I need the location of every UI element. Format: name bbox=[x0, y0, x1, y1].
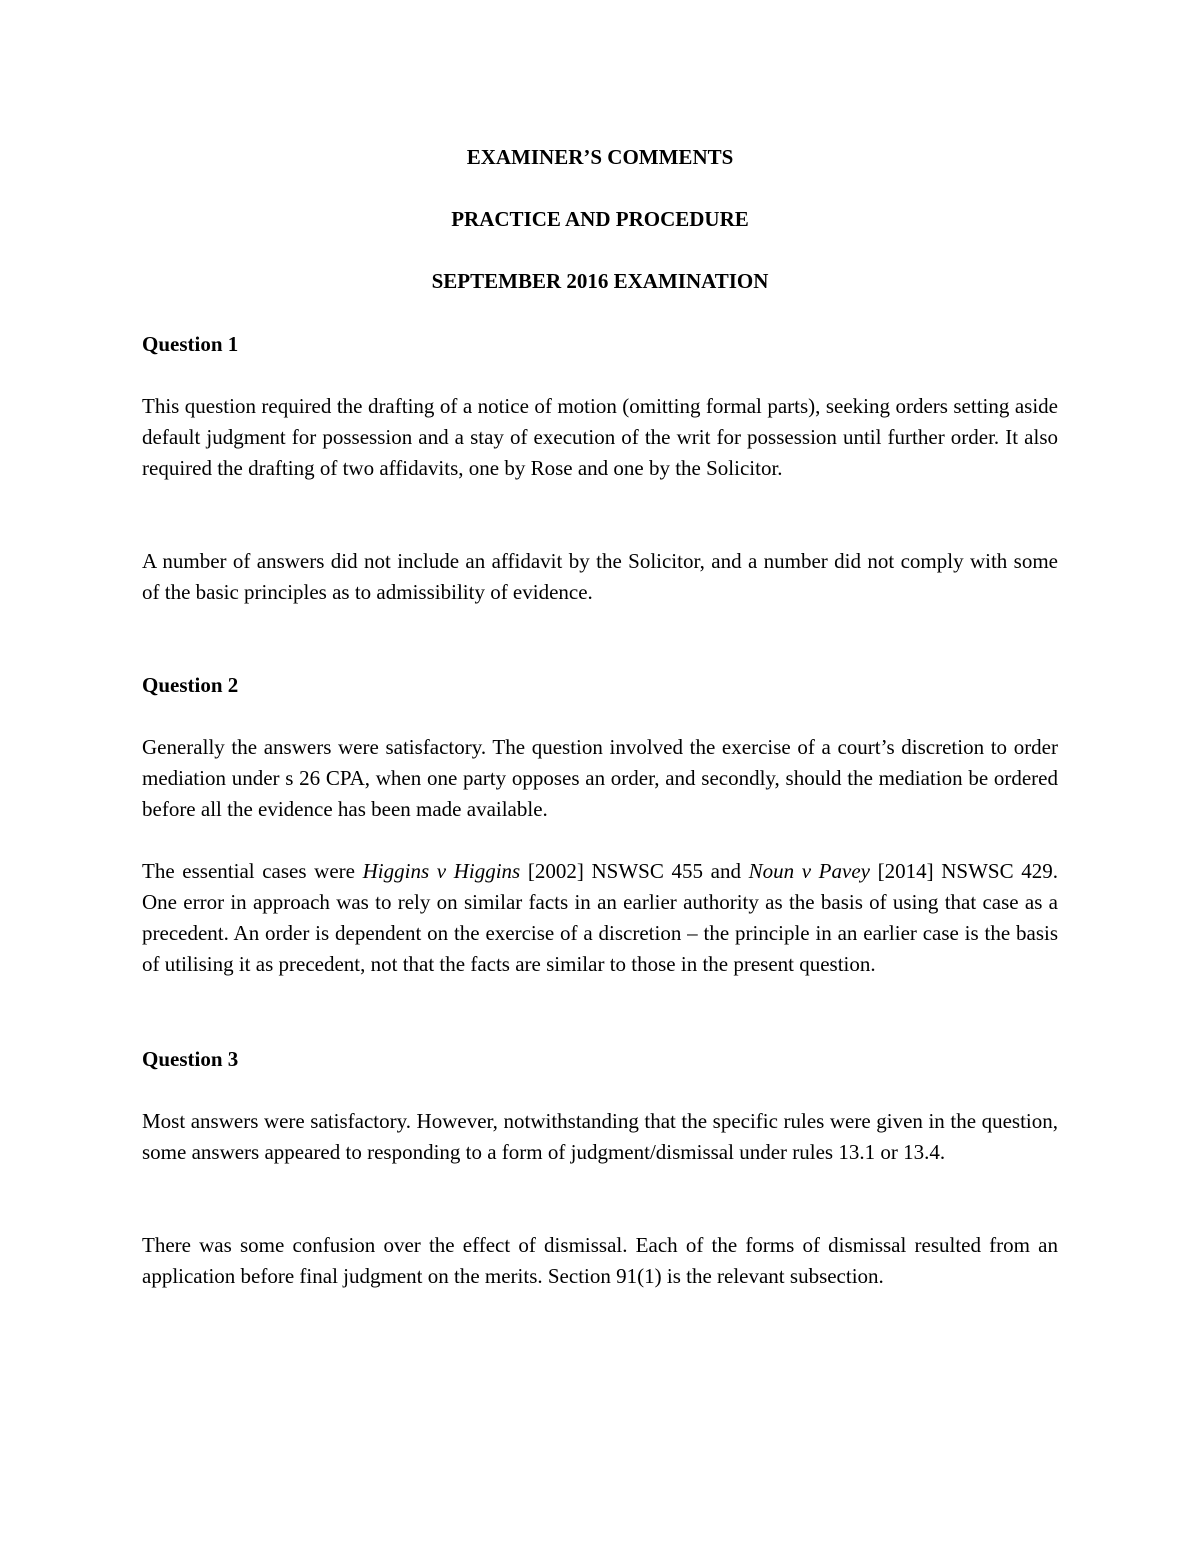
title-examiners-comments: EXAMINER’S COMMENTS bbox=[466, 145, 734, 169]
question-2-paragraph-2 bbox=[142, 856, 1058, 980]
q2-p2-text-c: [2014] NSWSC 429. One error in approach was to rely on similar facts in an earlier authority as the basis of using that case as a precedent. An order is dependent on the exercise of a discretion – the principle in an earlier case is the basis of utilising it as precedent, not that the facts are similar to those in the present question. bbox=[142, 859, 1058, 976]
q2-p2-text-b: [2002] NSWSC 455 and bbox=[520, 859, 749, 883]
title-exam-date: SEPTEMBER 2016 EXAMINATION bbox=[431, 269, 769, 293]
case-higgins-v-higgins: Higgins v Higgins bbox=[362, 859, 521, 883]
title-practice-procedure: PRACTICE AND PROCEDURE bbox=[451, 207, 749, 231]
question-1-heading: Question 1 bbox=[142, 332, 239, 356]
question-2-paragraph-1: Generally the answers were satisfactory. The question involved the exercise of a court’s discretion to order mediation under s 26 CPA, when one party opposes an order, and secondly, should the mediation be ordered before all the evidence has been made available. bbox=[142, 735, 1058, 821]
question-1-paragraph-2: A number of answers did not include an affidavit by the Solicitor, and a number did not comply with some of the basic principles as to admissibility of evidence. bbox=[142, 549, 1058, 604]
question-3-paragraph-2: There was some confusion over the effect of dismissal. Each of the forms of dismissal resulted from an application before final judgment on the merits. Section 91(1) is the relevant subsection. bbox=[142, 1233, 1058, 1288]
question-3-heading: Question 3 bbox=[142, 1047, 239, 1071]
question-3-paragraph-1: Most answers were satisfactory. However, notwithstanding that the specific rules were given in the question, some answers appeared to responding to a form of judgment/dismissal under rules 13.1 or 13.4. bbox=[142, 1109, 1058, 1164]
question-1-paragraph-1: This question required the drafting of a notice of motion (omitting formal parts), seeking orders setting aside default judgment for possession and a stay of execution of the writ for possession until further order. It also required the drafting of two affidavits, one by Rose and one by the Solicitor. bbox=[142, 394, 1058, 480]
question-2-heading: Question 2 bbox=[142, 673, 239, 697]
case-noun-v-pavey: Noun v Pavey bbox=[748, 859, 870, 883]
q2-p2-text-a: The essential cases were bbox=[142, 859, 363, 883]
